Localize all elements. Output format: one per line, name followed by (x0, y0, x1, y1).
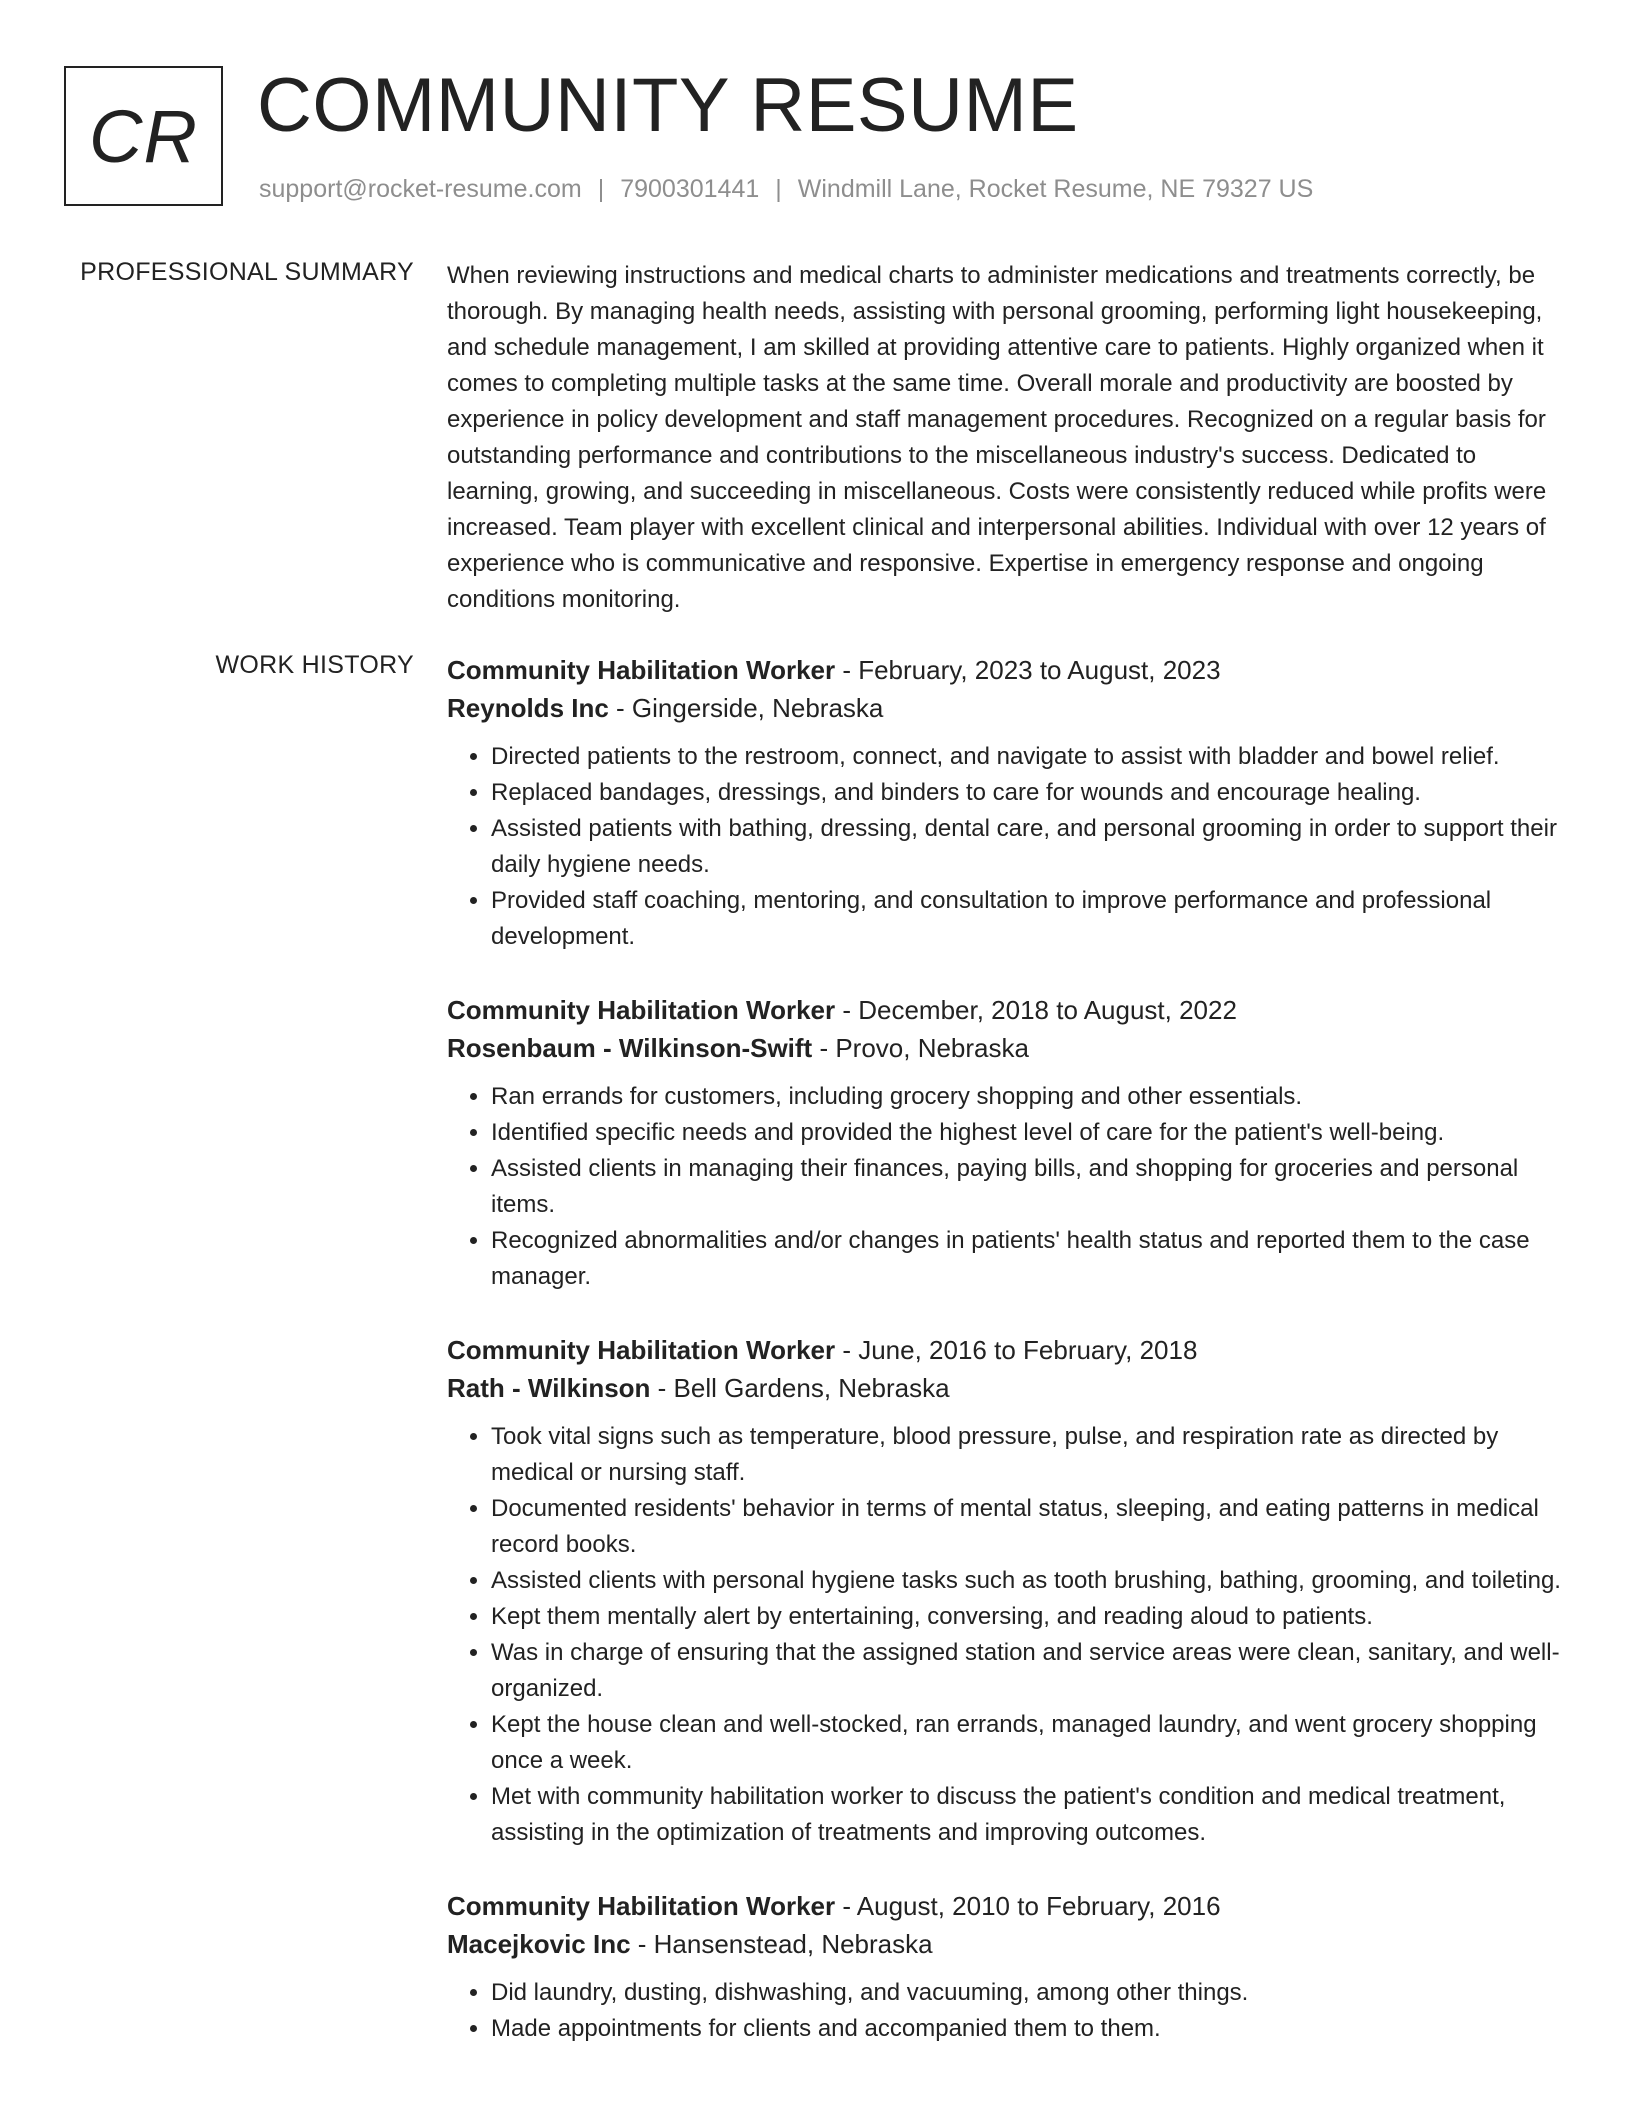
job-title-line (447, 651, 1567, 689)
job-dates: - December, 2018 to August, 2022 (835, 995, 1237, 1025)
job-location: - Bell Gardens, Nebraska (650, 1373, 950, 1403)
job-dates: - August, 2010 to February, 2016 (835, 1891, 1221, 1921)
job-title: Community Habilitation Worker (447, 1335, 836, 1365)
job-bullet-list (447, 1419, 1567, 1851)
job-entry (447, 991, 1567, 1295)
contact-separator: | (775, 175, 782, 203)
contact-email: support@rocket-resume.com (259, 175, 582, 203)
job-title-line (447, 1331, 1567, 1369)
summary-body (447, 258, 1567, 618)
contact-separator: | (597, 175, 605, 203)
job-company-line (447, 1369, 1567, 1407)
monogram-logo: CR (64, 66, 223, 206)
contact-address: Windmill Lane, Rocket Resume, NE 79327 US (797, 175, 1314, 203)
job-location: - Hansenstead, Nebraska (630, 1929, 933, 1959)
job-bullet: • Met with community habilitation worker to discuss the patient's condition and medical treatment, assisting in the optimization of treatments and improving outcomes. (491, 1779, 1567, 1851)
job-bullet: • Made appointments for clients and accompanied them to them. (491, 2011, 1567, 2047)
job-entry (447, 1331, 1567, 1851)
job-bullet: • Took vital signs such as temperature, blood pressure, pulse, and respiration rate as directed by medical or nursing staff. (491, 1419, 1567, 1491)
job-bullet-list (447, 739, 1567, 955)
job-bullet: • Recognized abnormalities and/or changes in patients' health status and reported them to the case manager. (491, 1223, 1567, 1295)
job-title: Community Habilitation Worker (447, 655, 836, 685)
candidate-name: COMMUNITY RESUME (257, 63, 1079, 148)
job-bullet: • Assisted clients in managing their finances, paying bills, and shopping for groceries and personal items. (491, 1151, 1567, 1223)
job-dates: - June, 2016 to February, 2018 (835, 1335, 1198, 1365)
summary-title: PROFESSIONAL SUMMARY (80, 258, 414, 286)
job-location: - Gingerside, Nebraska (608, 693, 884, 723)
job-bullet: • Kept them mentally alert by entertaining, conversing, and reading aloud to patients. (491, 1599, 1567, 1635)
job-title-line (447, 1887, 1567, 1925)
job-company: Macejkovic Inc (447, 1929, 631, 1959)
job-title-line (447, 991, 1567, 1029)
job-bullet: • Provided staff coaching, mentoring, and consultation to improve performance and professional development. (491, 883, 1567, 955)
job-bullet: • Assisted clients with personal hygiene tasks such as tooth brushing, bathing, grooming, and toileting. (491, 1563, 1567, 1599)
job-company: Rath - Wilkinson (447, 1373, 651, 1403)
job-bullet: • Directed patients to the restroom, connect, and navigate to assist with bladder and bowel relief. (491, 739, 1567, 775)
contact-line (259, 175, 1313, 204)
job-title: Community Habilitation Worker (447, 995, 836, 1025)
work-history-body (447, 651, 1567, 2083)
job-bullet: • Replaced bandages, dressings, and binders to care for wounds and encourage healing. (491, 775, 1567, 811)
job-bullet: • Was in charge of ensuring that the assigned station and service areas were clean, sanitary, and well-organized. (491, 1635, 1567, 1707)
job-bullet: • Assisted patients with bathing, dressing, dental care, and personal grooming in order to support their daily hygiene needs. (491, 811, 1567, 883)
job-bullet: • Documented residents' behavior in terms of mental status, sleeping, and eating patterns in medical record books. (491, 1491, 1567, 1563)
job-location: - Provo, Nebraska (812, 1033, 1029, 1063)
job-bullet: • Did laundry, dusting, dishwashing, and vacuuming, among other things. (491, 1975, 1567, 2011)
job-company-line (447, 1029, 1567, 1067)
job-bullet: • Identified specific needs and provided the highest level of care for the patient's well-being. (491, 1115, 1567, 1151)
job-bullet-list (447, 1079, 1567, 1295)
work-history-title: WORK HISTORY (215, 651, 414, 679)
job-bullet: • Ran errands for customers, including grocery shopping and other essentials. (491, 1079, 1567, 1115)
job-company-line (447, 1925, 1567, 1963)
job-company-line (447, 689, 1567, 727)
job-bullet: • Kept the house clean and well-stocked, ran errands, managed laundry, and went grocery shopping once a week. (491, 1707, 1567, 1779)
job-company: Reynolds Inc (447, 693, 609, 723)
resume-header (64, 63, 1564, 216)
job-dates: - February, 2023 to August, 2023 (835, 655, 1221, 685)
job-entry (447, 1887, 1567, 2047)
summary-text: When reviewing instructions and medical charts to administer medications and treatments correctly, be thorough. By managing health needs, assisting with personal grooming, performing light housekeeping, and schedule management, I am skilled at providing attentive care to patients. Highly organized when it comes to completing multiple tasks at the same time. Overall morale and productivity are boosted by experience in policy development and staff management procedures. Recognized on a regular basis for outstanding performance and contributions to the miscellaneous industry's success. Dedicated to learning, growing, and succeeding in miscellaneous. Costs were consistently reduced while profits were increased. Team player with excellent clinical and interpersonal abilities. Individual with over 12 years of experience who is communicative and responsive. Expertise in emergency response and ongoing conditions monitoring. (447, 262, 1547, 613)
job-company: Rosenbaum - Wilkinson-Swift (447, 1033, 813, 1063)
job-entry (447, 651, 1567, 955)
job-bullet-list (447, 1975, 1567, 2047)
contact-phone: 7900301441 (620, 175, 760, 203)
job-title: Community Habilitation Worker (447, 1891, 836, 1921)
